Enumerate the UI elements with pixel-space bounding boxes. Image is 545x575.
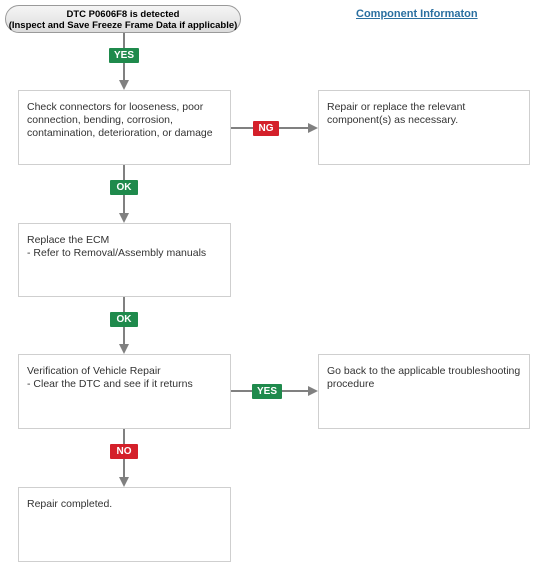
- yes-badge-verify: YES: [252, 384, 282, 399]
- step-text-line: Repair or replace the relevant: [327, 101, 466, 113]
- yes-badge-start: YES: [109, 48, 139, 63]
- ok-badge-2: OK: [110, 312, 138, 327]
- start-node-dtc-detected: [5, 5, 241, 33]
- step-replace-ecm: [18, 223, 231, 297]
- ok-badge-1: OK: [110, 180, 138, 195]
- no-badge-verify: NO: [110, 444, 138, 459]
- step-text-line: - Clear the DTC and see if it returns: [27, 378, 193, 390]
- step-go-back: [318, 354, 530, 429]
- start-node-line-2: (Inspect and Save Freeze Frame Data if applicable): [8, 20, 238, 31]
- step-repair-completed: [18, 487, 231, 562]
- component-information-link[interactable]: Component Informaton: [356, 8, 478, 20]
- step-verification: [18, 354, 231, 429]
- step-text-line: connection, bending, corrosion,: [27, 114, 173, 126]
- start-node-line-1: DTC P0606F8 is detected: [66, 9, 180, 20]
- step-check-connectors: [18, 90, 231, 165]
- ng-badge: NG: [253, 121, 279, 136]
- step-text-line: contamination, deterioration, or damage: [27, 127, 213, 139]
- step-text-line: Replace the ECM: [27, 234, 110, 246]
- step-text-line: component(s) as necessary.: [327, 114, 459, 126]
- step-text-line: Check connectors for looseness, poor: [27, 101, 204, 113]
- step-text-line: Go back to the applicable troubleshooting: [327, 365, 521, 377]
- step-text-line: Verification of Vehicle Repair: [27, 365, 161, 377]
- step-repair-or-replace: [318, 90, 530, 165]
- step-text-line: procedure: [327, 378, 375, 390]
- step-text-line: - Refer to Removal/Assembly manuals: [27, 247, 207, 259]
- step-text-line: Repair completed.: [27, 498, 113, 510]
